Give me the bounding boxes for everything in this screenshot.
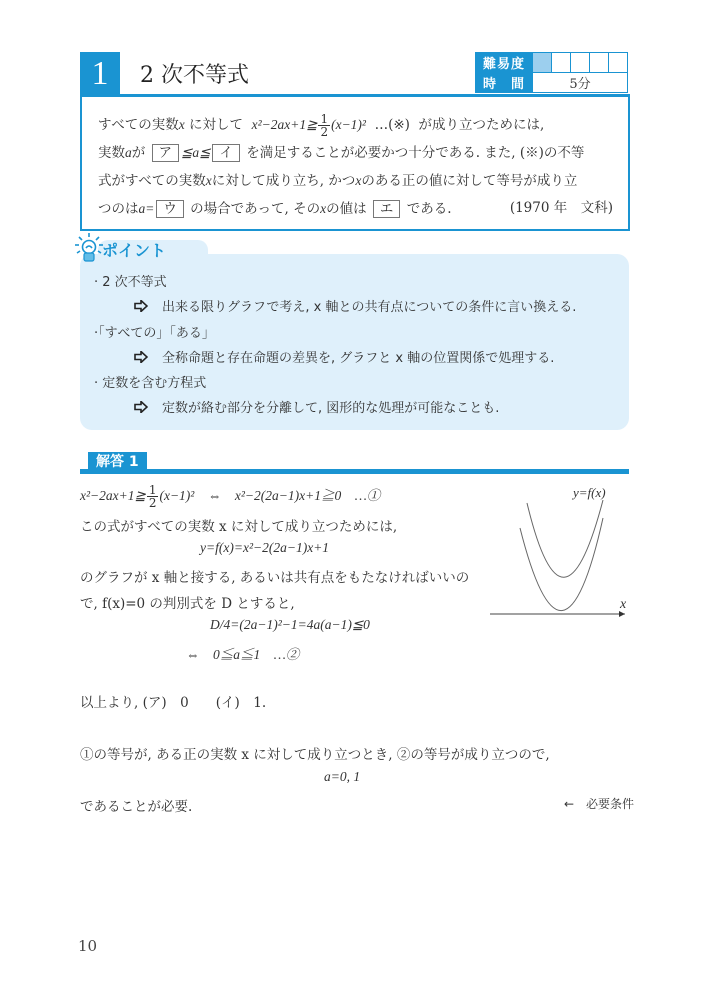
answer-box-u: ウ (156, 200, 184, 218)
point-detail-3: 定数が絡む部分を分離して, 図形的な処理が可能なことも. (134, 397, 499, 416)
problem-title: 2 次不等式 (140, 63, 249, 88)
answer-rule (80, 469, 629, 474)
answer-line-2: この式がすべての実数 x に対して成り立つためには, (80, 519, 398, 535)
answer-line-6: D/4=(2a−1)²−1=4a(a−1)≦0 (210, 617, 370, 632)
page-number: 10 (78, 937, 98, 955)
answer-box-a: ア (152, 144, 180, 162)
difficulty-cell (590, 53, 609, 73)
point-label: ポイント (102, 241, 167, 260)
necessary-condition-note: ← 必要条件 (564, 797, 635, 811)
statement-line-2: 実数aが ア ≦a≦ イ を満足することが必要かつ十分である. また, (※)の不等 (98, 145, 585, 161)
point-heading-2: ·「すべての」「ある」 (94, 326, 215, 341)
point-heading-3: · 定数を含む方程式 (94, 376, 207, 391)
time-value: 5分 (533, 73, 628, 93)
problem-source: (1970 年 文科) (509, 200, 613, 216)
answer-line-1: x²−2ax+1≧ $\frac{1}{2}$ (x−1)² ⇔ x²−2(2a−1)x+1≧0 …① (80, 483, 381, 510)
difficulty-cell-filled (533, 53, 552, 73)
answer-line-3: y=f(x)=x²−2(2a−1)x+1 (200, 540, 330, 555)
problem-meta-table (475, 52, 628, 93)
difficulty-cell (609, 53, 628, 73)
point-detail-1: 出来る限りグラフで考え, x 軸との共有点についての条件に言い換える. (134, 296, 576, 315)
answer-line-8: 以上より, (ア) 0 (イ) 1. (80, 695, 267, 711)
answer-line-7: ⇔ 0≦a≦1 …② (186, 647, 300, 662)
statement-line-1: すべての実数x に対して x²−2ax+1≧ $\frac{1}{2}$ (x−1)² …(※) が成り立つためには, (98, 112, 545, 139)
problem-statement (98, 111, 613, 223)
arrow-right-icon (134, 351, 148, 363)
answer-line-9: ①の等号が, ある正の実数 x に対して成り立つとき, ②の等号が成り立つので, (80, 747, 550, 763)
time-label: 時 間 (476, 73, 533, 93)
point-heading-1: · 2 次不等式 (94, 275, 167, 290)
fraction-half: $\frac{1}{2}$ (148, 483, 157, 510)
answer-line-11: であることが必要. (80, 799, 193, 815)
answer-line-10: a=0, 1 (324, 769, 361, 784)
statement-line-3: 式がすべての実数xに対して成り立ち, かつxのある正の値に対して等号が成り立 (98, 173, 578, 189)
graph-curve-label: y=f(x) (573, 485, 606, 500)
answer-line-5: で, f(x)=0 の判別式を D とすると, (80, 596, 295, 612)
lightbulb-icon (74, 232, 104, 266)
difficulty-label: 難易度 (476, 53, 533, 73)
problem-number: 1 (80, 52, 120, 94)
problem-statement-box (80, 94, 630, 231)
difficulty-cell (552, 53, 571, 73)
answer-box-i: イ (212, 144, 240, 162)
answer-header (80, 452, 629, 474)
arrow-right-icon (134, 401, 148, 413)
arrow-right-icon (134, 300, 148, 312)
answer-label: 解答 1 (88, 452, 147, 473)
fraction-half: $\frac{1}{2}$ (320, 112, 329, 139)
point-detail-2: 全称命題と存在命題の差異を, グラフと x 軸の位置関係で処理する. (134, 347, 554, 366)
statement-line-4: つのはa= ウ の場合であって, そのxの値は エ である. (1970 年 文科) (98, 195, 613, 223)
answer-line-4: のグラフが x 軸と接する, あるいは共有点をもたなければいいの (80, 570, 470, 586)
parabola-graph (485, 478, 630, 623)
problem-header (80, 52, 628, 94)
graph-axis-label: x (620, 597, 627, 612)
difficulty-cell (571, 53, 590, 73)
answer-box-e: エ (373, 200, 401, 218)
